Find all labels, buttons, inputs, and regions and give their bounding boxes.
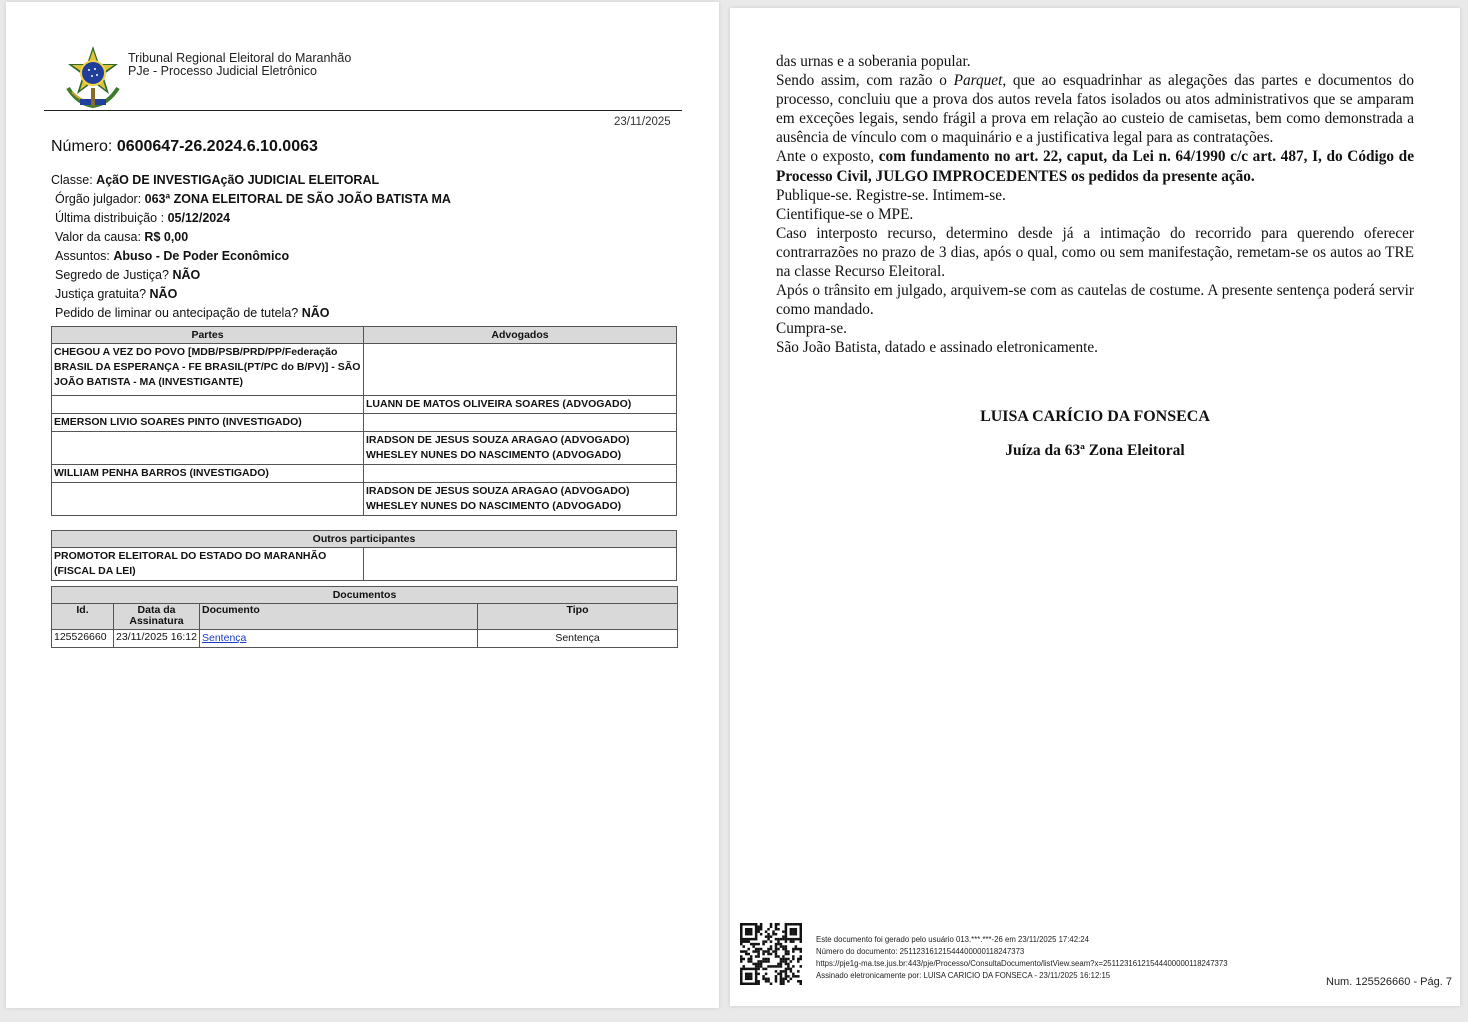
table-row bbox=[52, 396, 677, 414]
meta-label: Assuntos: bbox=[55, 249, 110, 263]
meta-assuntos bbox=[51, 247, 451, 266]
case-number-value: 0600647-26.2024.6.10.0063 bbox=[116, 138, 318, 155]
col-id: Id. bbox=[52, 604, 114, 630]
parties-table bbox=[51, 326, 677, 516]
case-number bbox=[51, 138, 318, 156]
party-cell bbox=[52, 396, 364, 414]
doc-date: 23/11/2025 16:12 bbox=[114, 630, 200, 648]
col-data: Data da Assinatura bbox=[114, 604, 200, 630]
text-span: Sendo assim, com razão o bbox=[776, 72, 954, 90]
sentenca-link[interactable]: Sentença bbox=[202, 632, 247, 644]
meta-liminar bbox=[51, 304, 451, 323]
outros-title: Outros participantes bbox=[52, 531, 677, 548]
meta-label: Classe: bbox=[51, 173, 93, 187]
meta-label: Segredo de Justiça? bbox=[55, 268, 169, 282]
lawyer-cell bbox=[364, 465, 677, 483]
meta-value: NÃO bbox=[172, 268, 201, 282]
col-documento: Documento bbox=[200, 604, 478, 630]
text-italic: Parquet bbox=[953, 72, 1003, 90]
paragraph: Publique-se. Registre-se. Intimem-se. bbox=[776, 186, 1006, 204]
meta-value: 05/12/2024 bbox=[167, 211, 231, 225]
meta-value: R$ 0,00 bbox=[144, 230, 189, 244]
lawyer-cell: LUANN DE MATOS OLIVEIRA SOARES (ADVOGADO) bbox=[364, 396, 677, 414]
table-row bbox=[52, 414, 677, 432]
table-header-row bbox=[52, 327, 677, 344]
table-header-row bbox=[52, 531, 677, 548]
system-name: PJe - Processo Judicial Eletrônico bbox=[128, 64, 317, 78]
paragraph: das urnas e a soberania popular. bbox=[776, 53, 971, 70]
documents-table bbox=[51, 586, 678, 648]
text-span: Ante o exposto, bbox=[776, 148, 879, 166]
docs-title: Documentos bbox=[52, 587, 678, 604]
col-tipo: Tipo bbox=[478, 604, 678, 630]
table-subheader-row bbox=[52, 604, 678, 630]
table-row bbox=[52, 432, 677, 465]
right-page bbox=[730, 8, 1460, 1006]
meta-label: Valor da causa: bbox=[55, 230, 141, 244]
table-row bbox=[52, 344, 677, 396]
meta-valor bbox=[51, 228, 451, 247]
coat-of-arms-icon bbox=[58, 44, 128, 110]
meta-orgao bbox=[51, 190, 451, 209]
party-cell: WILLIAM PENHA BARROS (INVESTIGADO) bbox=[52, 465, 364, 483]
meta-label: Última distribuição : bbox=[55, 211, 165, 225]
party-cell: EMERSON LIVIO SOARES PINTO (INVESTIGADO) bbox=[52, 414, 364, 432]
lawyer-name: WHESLEY NUNES DO NASCIMENTO (ADVOGADO) bbox=[366, 500, 622, 512]
table-row bbox=[52, 548, 677, 581]
meta-value: NÃO bbox=[149, 287, 178, 301]
meta-segredo bbox=[51, 266, 451, 285]
meta-label: Pedido de liminar ou antecipação de tutela? bbox=[55, 306, 299, 320]
participant-cell: PROMOTOR ELEITORAL DO ESTADO DO MARANHÃO (FISCAL DA LEI) bbox=[52, 548, 364, 581]
table-row bbox=[52, 483, 677, 516]
page-number: Num. 125526660 - Pág. 7 bbox=[1326, 976, 1452, 988]
case-metadata bbox=[51, 171, 451, 323]
footer-line: Assinado eletronicamente por: LUISA CARICIO DA FONSECA - 23/11/2025 16:12:15 bbox=[816, 971, 1111, 980]
paragraph bbox=[776, 147, 1414, 185]
party-cell bbox=[52, 432, 364, 465]
paragraph: Após o trânsito em julgado, arquivem-se com as cautelas de costume. A presente sentença poderá servir como mandado. bbox=[776, 282, 1414, 319]
footer-info bbox=[816, 934, 1228, 982]
meta-value: Abuso - De Poder Econômico bbox=[113, 249, 290, 263]
header-text bbox=[128, 52, 351, 78]
lawyer-cell bbox=[364, 414, 677, 432]
other-participants-table bbox=[51, 530, 677, 581]
header-date: 23/11/2025 bbox=[614, 116, 671, 128]
col-advogados: Advogados bbox=[364, 327, 677, 344]
lawyer-name: IRADSON DE JESUS SOUZA ARAGAO (ADVOGADO) bbox=[366, 434, 630, 446]
meta-value: 063ª ZONA ELEITORAL DE SÃO JOÃO BATISTA MA bbox=[144, 192, 451, 206]
party-cell bbox=[52, 483, 364, 516]
left-page bbox=[6, 2, 719, 1008]
paragraph bbox=[776, 71, 1414, 147]
footer-url[interactable]: https://pje1g-ma.tse.jus.br:443/pje/Processo/ConsultaDocumento/listView.seam?x=25112316121544400000118247373 bbox=[816, 959, 1228, 968]
signature-role: Juíza da 63ª Zona Eleitoral bbox=[1005, 442, 1185, 459]
qr-code-icon bbox=[740, 923, 802, 985]
meta-gratuita bbox=[51, 285, 451, 304]
signature-name: LUISA CARÍCIO DA FONSECA bbox=[980, 408, 1210, 425]
paragraph: Cientifique-se o MPE. bbox=[776, 205, 914, 223]
footer-line: Este documento foi gerado pelo usuário 013.***.***-26 em 23/11/2025 17:42:24 bbox=[816, 935, 1089, 944]
paragraph: São João Batista, datado e assinado eletronicamente. bbox=[776, 339, 1098, 357]
lawyer-name: WHESLEY NUNES DO NASCIMENTO (ADVOGADO) bbox=[366, 449, 622, 461]
doc-id: 125526660 bbox=[52, 630, 114, 648]
paragraph: Cumpra-se. bbox=[776, 320, 847, 338]
doc-link-cell bbox=[200, 630, 478, 648]
lawyer-cell bbox=[364, 432, 677, 465]
court-name: Tribunal Regional Eleitoral do Maranhão bbox=[128, 51, 352, 65]
empty-cell bbox=[364, 548, 677, 581]
header-divider bbox=[44, 110, 682, 111]
text-span: , que ao esquadrinhar as alegações das partes e documentos do processo, concluiu que a prova dos autos revela fatos isolados ou atos administrativos que se amparam em exceções legais, sendo frágil a prova em relação ao custeio de camisetas, bem como demonstrada a ausência de vínculo com o maquinário e a justificativa legal para as contratações. bbox=[776, 72, 1414, 147]
meta-value: NÃO bbox=[301, 306, 330, 320]
text-bold: com fundamento no art. 22, caput, da Lei n. 64/1990 c/c art. 487, I, do Código de Processo Civil, JULGO IMPROCEDENTES os pedidos da presente ação. bbox=[776, 148, 1414, 185]
col-partes: Partes bbox=[52, 327, 364, 344]
lawyer-cell bbox=[364, 344, 677, 396]
footer-line: Número do documento: 25112316121544400000118247373 bbox=[816, 947, 1025, 956]
meta-distribuicao bbox=[51, 209, 451, 228]
table-row bbox=[52, 465, 677, 483]
case-number-label: Número: bbox=[51, 138, 113, 155]
lawyer-cell bbox=[364, 483, 677, 516]
meta-label: Órgão julgador: bbox=[55, 192, 142, 206]
sentence-body bbox=[776, 52, 1414, 358]
meta-classe bbox=[51, 171, 451, 190]
doc-type: Sentença bbox=[478, 630, 678, 648]
paragraph: Caso interposto recurso, determino desde já a intimação do recorrido para querendo oferecer contrarrazões no prazo de 3 dias, após o qual, como ou sem manifestação, remetam-se os autos ao TRE na classe Recurso Eleitoral. bbox=[776, 224, 1414, 281]
table-header-row bbox=[52, 587, 678, 604]
party-cell: CHEGOU A VEZ DO POVO [MDB/PSB/PRD/PP/Federação BRASIL DA ESPERANÇA - FE BRASIL(PT/PC do B/PV)] - SÃO JOÃO BATISTA - MA (INVESTIGANTE) bbox=[52, 344, 364, 396]
table-row bbox=[52, 630, 678, 648]
meta-label: Justiça gratuita? bbox=[55, 287, 147, 301]
lawyer-name: IRADSON DE JESUS SOUZA ARAGAO (ADVOGADO) bbox=[366, 485, 630, 497]
meta-value: AçãO DE INVESTIGAçãO JUDICIAL ELEITORAL bbox=[96, 173, 380, 187]
